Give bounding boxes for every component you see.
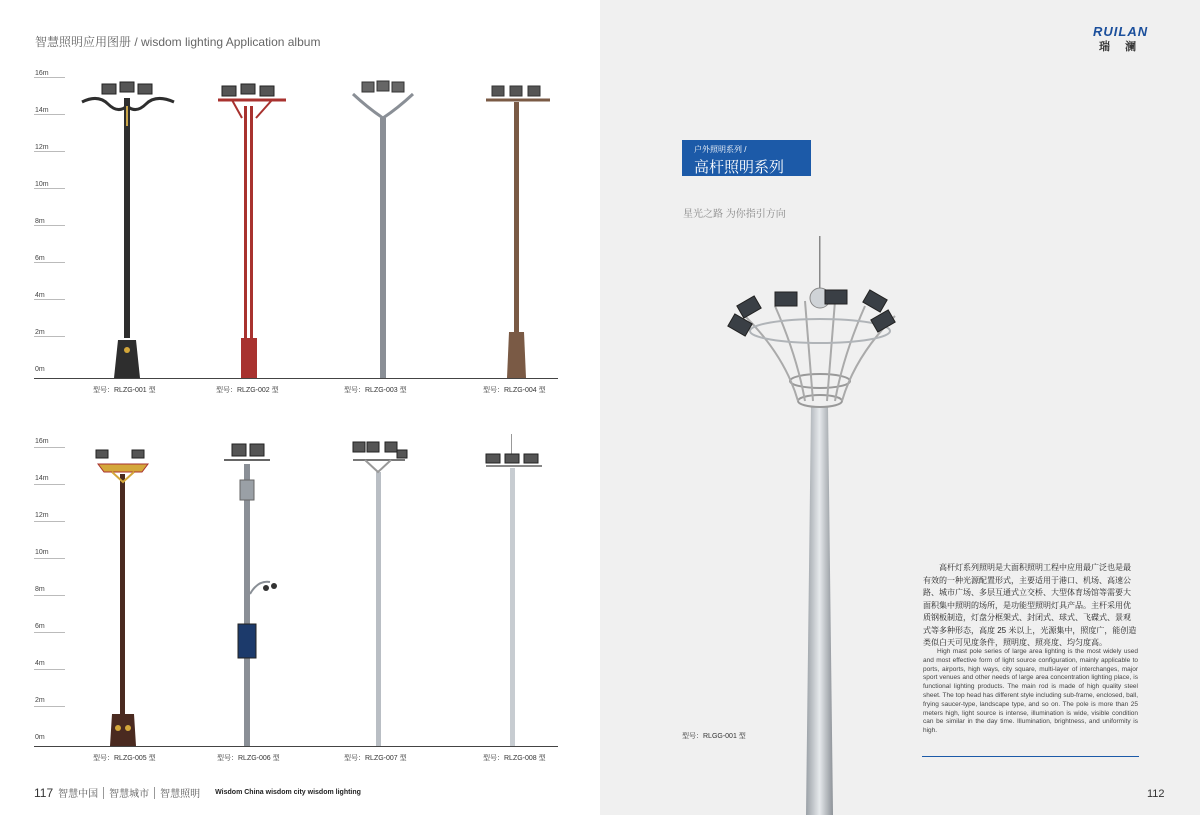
model-label: 型号：RLZG-008 型: [483, 755, 546, 762]
pole-rlzg-008: [478, 434, 558, 746]
description-cn: 高杆灯系列照明是大面积照明工程中应用最广泛也是最有效的一种光源配置形式，主要适用于港口、机场、高速公路、城市广场、多层互通式立交桥、大型体育场馆等需要大面积集中照明的场所，是功能型照明灯具产品。主杆采用优质钢板制造，灯盘分框架式、封闭式、球式、飞碟式、景观式等多种形态，高度 25 米以上，光源集中，照度广，能创造类似白天可见度条件，照明度、照亮度、均匀度高。: [923, 563, 1137, 647]
divider: [922, 756, 1139, 757]
scale-label: 2m: [35, 697, 45, 704]
top-pole-panel: [0, 60, 600, 405]
footer-cn-item: 智慧中国: [58, 789, 99, 800]
logo-en: RUILAN: [1093, 24, 1149, 39]
model-label: 型号：RLZG-003 型: [344, 387, 407, 394]
scale-label: 0m: [35, 734, 45, 741]
scale-label: 10m: [35, 549, 49, 556]
right-page-number: 112: [1147, 788, 1165, 800]
scale-label: 2m: [35, 329, 45, 336]
scale-label: 14m: [35, 475, 49, 482]
pole-rlzg-007: [345, 442, 425, 746]
left-footer: [34, 785, 361, 800]
brand-logo: [1093, 24, 1148, 54]
footer-cn-item: 智慧照明: [160, 789, 201, 800]
scale-label: 12m: [35, 512, 49, 519]
pole-rlzg-002: [212, 78, 292, 378]
model-label: 型号：RLZG-001 型: [93, 387, 156, 394]
pole-rlzg-005: [88, 446, 158, 746]
scale-label: 6m: [35, 255, 45, 262]
scale-label: 10m: [35, 181, 49, 188]
ground-line: [34, 378, 558, 379]
left-page-number: 117: [34, 785, 54, 800]
model-label: 型号：RLGG-001 型: [682, 733, 746, 740]
bottom-pole-panel: [0, 430, 600, 775]
category-box: [682, 140, 811, 176]
ground-line: [34, 746, 558, 747]
category-title: 高杆照明系列: [694, 159, 785, 176]
model-label: 型号：RLZG-007 型: [344, 755, 407, 762]
scale-label: 12m: [35, 144, 49, 151]
scale-label: 8m: [35, 586, 45, 593]
scale-label: 0m: [35, 366, 45, 373]
pole-rlzg-006: [214, 444, 294, 746]
model-label: 型号：RLZG-002 型: [216, 387, 279, 394]
scale-label: 6m: [35, 623, 45, 630]
pole-rlzg-004: [480, 78, 560, 378]
scale-label: 8m: [35, 218, 45, 225]
high-mast-pole-image: [725, 236, 925, 815]
model-label: 型号：RLZG-005 型: [93, 755, 156, 762]
pole-rlzg-001: [78, 78, 178, 378]
category-subtitle: 户外照明系列 /: [694, 145, 747, 154]
footer-en-text: Wisdom China wisdom city wisdom lighting: [215, 789, 361, 796]
description-en: High mast pole series of large area lighting is the most widely used and most effective form of light source configuration, mainly applicable to ports, airports, high ways, city square, multi-layer of interchanges, major sport venues and other needs of large area concentration lighting place, is functional lighting products. The main rod is made of high quality steel sheet. The top head has different style including sub-frame, enclosed, ball, frying saucer-type, landscape type, and so on. The pole is more than 25 meters high, light source is intense, illumination is wide, visible condition can be similar in the day time. Illumination, brightness, and uniformity is high.: [923, 648, 1138, 735]
slogan: 星光之路 为你指引方向: [683, 209, 786, 220]
scale-label: 4m: [35, 292, 45, 299]
scale-label: 4m: [35, 660, 45, 667]
model-label: 型号：RLZG-006 型: [217, 755, 280, 762]
scale-label: 16m: [35, 70, 49, 77]
logo-cn: 瑞 澜: [1099, 41, 1143, 53]
footer-cn-item: 智慧城市: [109, 789, 150, 800]
scale-label: 16m: [35, 438, 49, 445]
pole-rlzg-003: [348, 78, 428, 378]
right-page: [600, 0, 1200, 815]
scale-label: 14m: [35, 107, 49, 114]
model-label: 型号：RLZG-004 型: [483, 387, 546, 394]
album-header: 智慧照明应用图册 / wisdom lighting Application album: [35, 35, 321, 49]
